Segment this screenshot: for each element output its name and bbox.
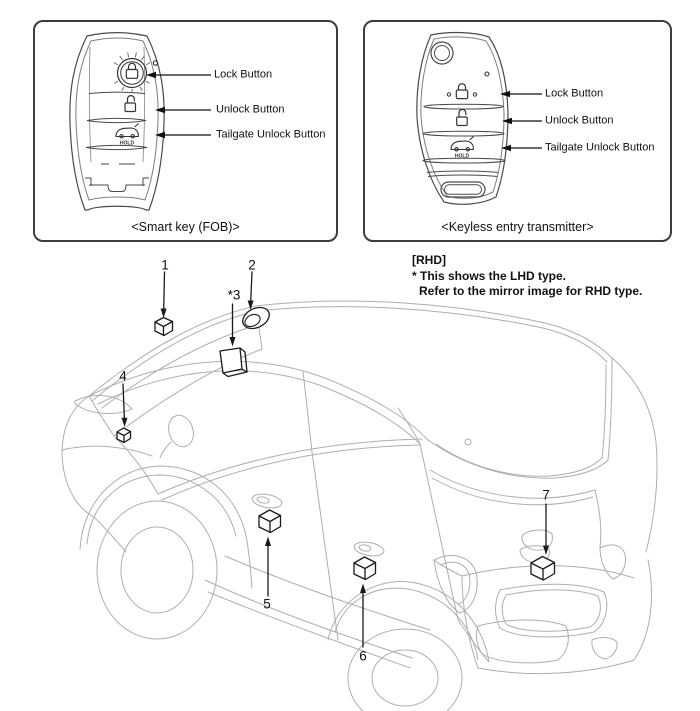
- component-box-3: [220, 348, 247, 377]
- key-ring-hole: [431, 42, 453, 64]
- component-box-1: [155, 318, 173, 336]
- component-ring-2: [239, 303, 272, 332]
- rhd-note-title: [RHD]: [412, 253, 446, 267]
- fob-tailgate-button-label: Tailgate Unlock Button: [216, 128, 326, 141]
- component-box-6: [354, 557, 376, 580]
- fob-lock-button-label: Lock Button: [214, 68, 273, 81]
- rhd-note-line1: * This shows the LHD type.: [412, 268, 567, 283]
- fob-unlock-button-label: Unlock Button: [216, 103, 285, 116]
- callout-markers: [117, 272, 555, 647]
- button-separators: [86, 92, 147, 149]
- unlock-icon: [457, 109, 468, 125]
- transmitter-lock-button-label: Lock Button: [545, 87, 604, 100]
- tailgate-icon: [451, 137, 474, 152]
- transmitter-caption: <Keyless entry transmitter>: [441, 220, 594, 234]
- transmitter-unlock-button-label: Unlock Button: [545, 114, 614, 127]
- callout-7: 7: [542, 487, 550, 503]
- component-box-7: [531, 557, 555, 581]
- transmitter-drawing: [365, 22, 670, 240]
- component-box-5: [259, 510, 281, 533]
- lock-icon: [447, 84, 476, 99]
- smart-key-caption: <Smart key (FOB)>: [131, 220, 240, 234]
- fob-hold-text: HOLD: [119, 140, 135, 147]
- callout-5: 5: [263, 596, 271, 612]
- fob-shell-inner: [76, 38, 158, 200]
- component-box-4: [117, 428, 131, 443]
- transmitter-shell-inner: [421, 37, 504, 198]
- rhd-note-line2: Refer to the mirror image for RHD type.: [419, 284, 643, 298]
- button-ridge: [423, 131, 504, 136]
- callout-4: 4: [119, 368, 127, 384]
- lock-icon: [126, 63, 137, 78]
- callout-2: 2: [248, 257, 256, 273]
- tailgate-icon: [116, 124, 139, 139]
- transmitter-panel: [363, 20, 672, 242]
- callout-6: 6: [359, 648, 367, 664]
- unlock-icon: [125, 96, 136, 112]
- transmitter-tailgate-button-label: Tailgate Unlock Button: [545, 141, 655, 154]
- callout-3: *3: [227, 287, 241, 303]
- callout-1: 1: [161, 257, 169, 273]
- rhd-note: [412, 253, 642, 300]
- smart-key-panel: [33, 20, 338, 242]
- button-ridge: [424, 104, 503, 109]
- car-diagram: [0, 245, 700, 711]
- led-indicator: [485, 72, 489, 76]
- transmitter-bottom-details: [427, 171, 498, 197]
- transmitter-hold-text: HOLD: [454, 153, 470, 160]
- fob-bottom-details: [85, 164, 149, 192]
- callout-arrows: [122, 272, 550, 647]
